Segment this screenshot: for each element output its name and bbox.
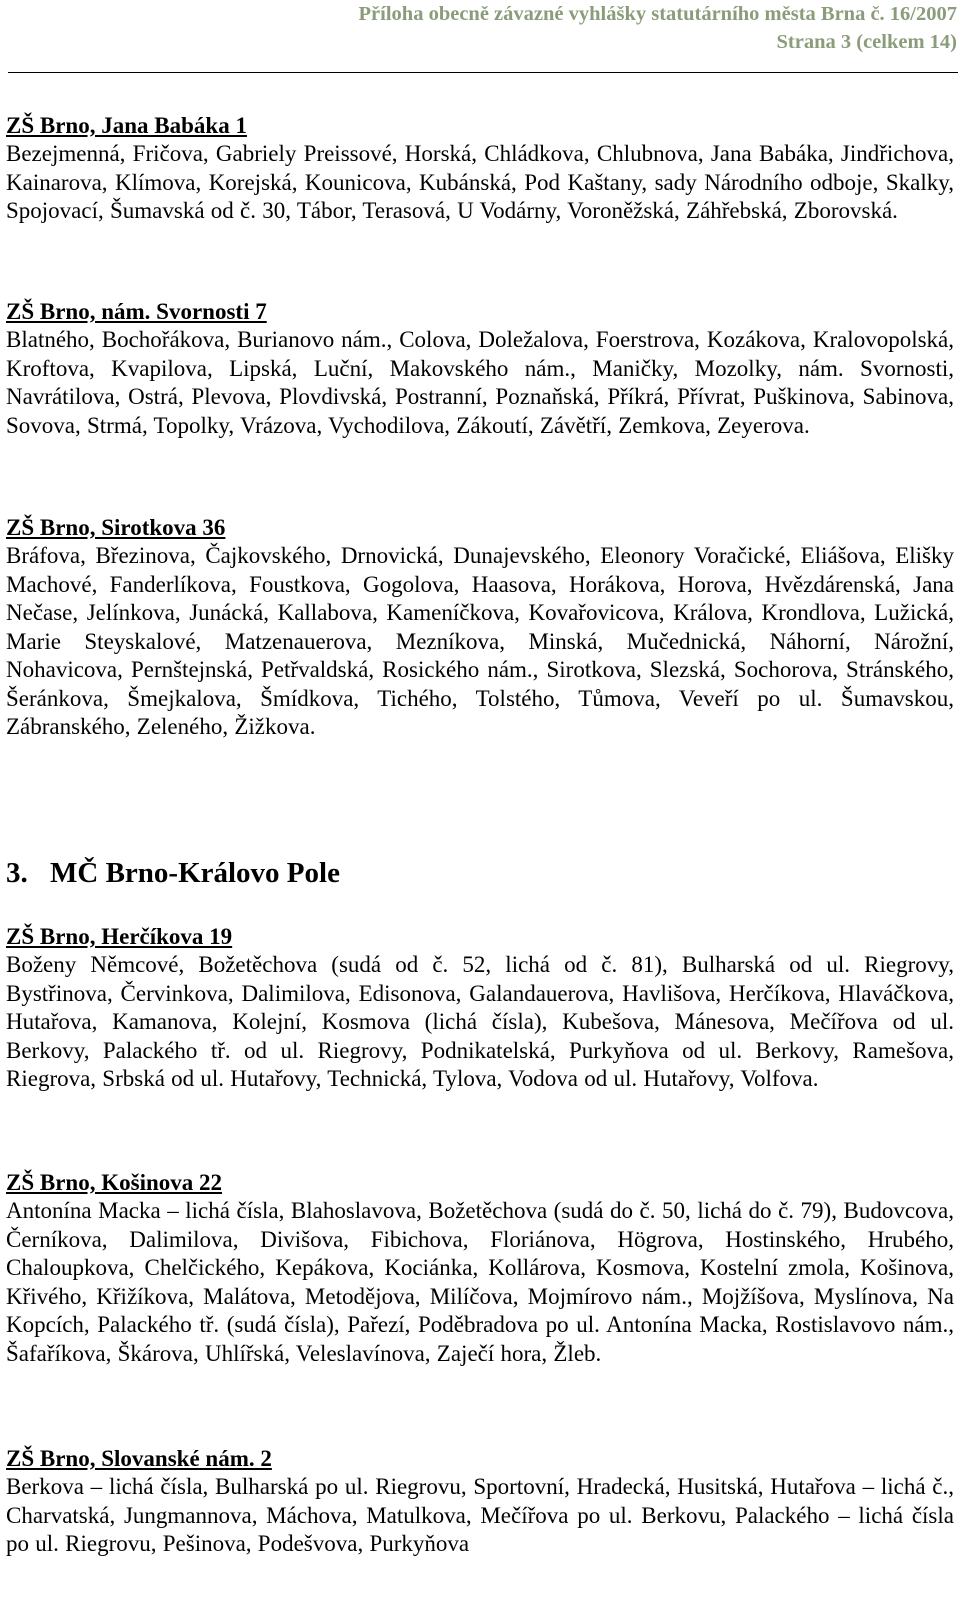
section-heading: ZŠ Brno, Jana Babáka 1 bbox=[6, 113, 247, 138]
section-heading: ZŠ Brno, Slovanské nám. 2 bbox=[6, 1446, 272, 1471]
section-kosinova bbox=[6, 1169, 954, 1368]
section-babaka bbox=[6, 112, 954, 226]
section-heading: ZŠ Brno, Sirotkova 36 bbox=[6, 515, 226, 540]
district-number: 3. bbox=[6, 857, 28, 889]
section-text: Blatného, Bochořákova, Burianovo nám., Colova, Doležalova, Foerstrova, Kozákova, Kralovopolská, Kroftova, Kvapilova, Lipská, Luční, Makovského nám., Maničky, Mozolky, nám. Svornosti, Navrátilova, Ostrá, Plevova, Plovdivská, Postranní, Poznaňská, Příkrá, Přívrat, Puškinova, Sabinova, Sovova, Strmá, Topolky, Vrázova, Vychodilova, Zákoutí, Závětří, Zemkova, Zeyerova. bbox=[6, 327, 954, 438]
section-heading: ZŠ Brno, Herčíkova 19 bbox=[6, 924, 233, 949]
section-sirotkova bbox=[6, 514, 954, 742]
section-text: Bráfova, Březinova, Čajkovského, Drnovická, Dunajevského, Eleonory Voračické, Eliášova, Elišky Machové, Fanderlíkova, Foustkova, Gogolova, Haasova, Horákova, Horova, Hvězdárenská, Jana Nečase, Jelínkova, Junácká, Kallabova, Kameníčkova, Kovařovicova, Králova, Krondlova, Lužická, Marie Steyskalové, Matzenauerova, Mezníkova, Minská, Mučednická, Náhorní, Nárožní, Nohavicova, Pernštejnská, Petřvaldská, Rosického nám., Sirotkova, Slezská, Sochorova, Stránského, Šeránkova, Šmejkalova, Šmídkova, Tichého, Tolstého, Tůmova, Veveří po ul. Šumavskou, Zábranského, Zeleného, Žižkova. bbox=[6, 543, 954, 739]
section-heading: ZŠ Brno, nám. Svornosti 7 bbox=[6, 299, 267, 324]
district-title: MČ Brno-Královo Pole bbox=[50, 857, 340, 889]
section-text: Berkova – lichá čísla, Bulharská po ul. Riegrovu, Sportovní, Hradecká, Husitská, Hutařova – lichá č., Charvatská, Jungmannova, Máchova, Matulkova, Mečířova po ul. Berkovu, Palackého – lichá čísla po ul. Riegrovu, Pešinova, Podešvova, Purkyňova bbox=[6, 1474, 954, 1556]
section-slovanske bbox=[6, 1445, 954, 1559]
header-rule bbox=[8, 72, 958, 73]
section-text: Bezejmenná, Fričova, Gabriely Preissové, Horská, Chládkova, Chlubnova, Jana Babáka, Jindřichova, Kainarova, Klímova, Korejská, Kounicova, Kubánská, Pod Kaštany, sady Národního odboje, Skalky, Spojovací, Šumavská od č. 30, Tábor, Terasová, U Vodárny, Voroněžská, Záhřebská, Zborovská. bbox=[6, 141, 954, 223]
page-header-page-number: Strana 3 (celkem 14) bbox=[776, 31, 957, 53]
section-text: Antonína Macka – lichá čísla, Blahoslavova, Božetěchova (sudá do č. 50, lichá do č. 79), Budovcova, Černíkova, Dalimilova, Divišova, Fibichova, Floriánova, Högrova, Hostinského, Hrubého, Chaloupkova, Chelčického, Kepákova, Kociánka, Kollárova, Kosmova, Kostelní zmola, Košinova, Křivého, Křižíkova, Malátova, Metodějova, Milíčova, Mojmírovo nám., Mojžíšova, Myslínova, Na Kopcích, Palackého tř. (sudá čísla), Pařezí, Poděbradova po ul. Antonína Macka, Rostislavovo nám., Šafaříkova, Škárova, Uhlířská, Veleslavínova, Zaječí hora, Žleb. bbox=[6, 1198, 954, 1366]
district-heading bbox=[6, 856, 340, 890]
page-header-title: Příloha obecně závazné vyhlášky statutárního města Brna č. 16/2007 bbox=[358, 3, 957, 25]
section-heading: ZŠ Brno, Košinova 22 bbox=[6, 1170, 222, 1195]
section-hercikova bbox=[6, 923, 954, 1094]
section-text: Boženy Němcové, Božetěchova (sudá od č. 52, lichá od č. 81), Bulharská od ul. Riegrovy, Bystřinova, Červinkova, Dalimilova, Edisonova, Galandauerova, Havlišova, Herčíkova, Hlaváčkova, Hutařova, Kamanova, Kolejní, Kosmova (lichá čísla), Kubešova, Mánesova, Mečířova od ul. Berkovy, Palackého tř. od ul. Riegrovy, Podnikatelská, Purkyňova od ul. Berkovy, Ramešova, Riegrova, Srbská od ul. Hutařovy, Technická, Tylova, Vodova od ul. Hutařovy, Volfova. bbox=[6, 952, 954, 1091]
section-svornosti bbox=[6, 298, 954, 440]
